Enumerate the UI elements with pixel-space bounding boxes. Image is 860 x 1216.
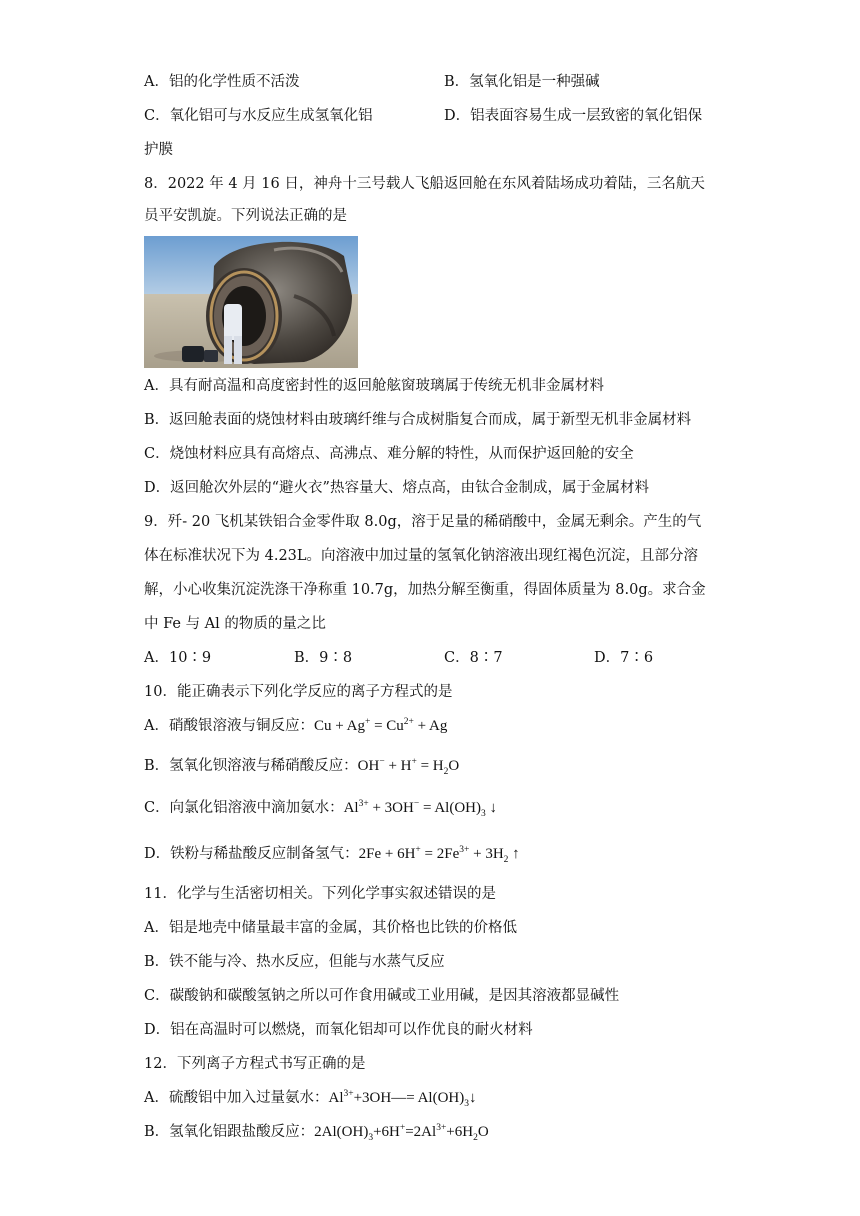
q10-option-a-label: A．硝酸银溶液与铜反应：	[144, 718, 314, 734]
q9-stem-line-3: 解，小心收集沉淀洗涤干净称重 10.7g，加热分解至衡重，得固体质量为 8.0g。求合金	[144, 582, 706, 598]
q11-option-b: B．铁不能与冷、热水反应，但能与水蒸气反应	[144, 954, 445, 970]
q7-option-b: B．氢氧化铝是一种强碱	[444, 74, 600, 90]
q9-stem-line-4: 中 Fe 与 Al 的物质的量之比	[144, 616, 326, 632]
q11-stem: 11．化学与生活密切相关。下列化学事实叙述错误的是	[144, 886, 496, 902]
q12-option-a	[144, 1088, 477, 1108]
q12-option-b-label: B．氢氧化铝跟盐酸反应：	[144, 1124, 315, 1140]
q10-option-b	[144, 756, 459, 776]
q10-option-c	[144, 798, 497, 818]
q8-option-a: A．具有耐高温和高度密封性的返回舱舷窗玻璃属于传统无机非金属材料	[144, 378, 604, 394]
q10-stem: 10．能正确表示下列化学反应的离子方程式的是	[144, 684, 453, 700]
q10-option-c-label: C．向氯化铝溶液中滴加氨水：	[144, 800, 344, 816]
q7-option-c: C．氧化铝可与水反应生成氢氧化铝	[144, 108, 373, 124]
q8-stem-line-2: 员平安凯旋。下列说法正确的是	[144, 208, 347, 224]
q12-option-b	[144, 1122, 489, 1142]
q12-option-b-equation: $2Al(OH)_3+6H^+=2Al^{3+}+6H_2O$	[314, 1123, 489, 1143]
q7-option-a: A．铝的化学性质不活泼	[144, 74, 300, 90]
q12-stem: 12．下列离子方程式书写正确的是	[144, 1056, 366, 1072]
q9-option-b: B．9∶8	[294, 650, 353, 666]
q10-option-a	[144, 716, 447, 736]
q10-option-b-equation: $OH^- + H^+ = H_2O$	[357, 757, 460, 777]
return-capsule-photo	[144, 236, 358, 368]
q10-option-c-equation: $Al^{3+} + 3OH^- = Al(OH)_3$ ↓	[343, 799, 497, 819]
q10-option-a-equation: $Cu + Ag^+ = Cu^{2+} + Ag$	[313, 717, 448, 734]
q12-option-a-equation: $Al^{3+}+3OH—=$ $Al(OH)_3↓$	[328, 1089, 477, 1109]
q12-option-a-label: A．硫酸铝中加入过量氨水：	[144, 1090, 329, 1106]
q11-option-a: A．铝是地壳中储量最丰富的金属，其价格也比铁的价格低	[144, 920, 517, 936]
q9-option-a: A．10∶9	[144, 650, 212, 666]
q8-option-c: C．烧蚀材料应具有高熔点、高沸点、难分解的特性，从而保护返回舱的安全	[144, 446, 634, 462]
q7-option-d: D．铝表面容易生成一层致密的氧化铝保	[444, 108, 703, 124]
q7-option-d-continued: 护膜	[144, 142, 173, 158]
q8-option-d: D．返回舱次外层的“避火衣”热容量大、熔点高，由钛合金制成，属于金属材料	[144, 480, 649, 496]
q11-option-d: D．铝在高温时可以燃烧，而氧化铝却可以作优良的耐火材料	[144, 1022, 533, 1038]
q9-option-d: D．7∶6	[594, 650, 654, 666]
q10-option-d	[144, 844, 520, 864]
q9-stem-line-2: 体在标准状况下为 4.23L。向溶液中加过量的氢氧化钠溶液出现红褐色沉淀，且部分溶	[144, 548, 699, 564]
q10-option-d-label: D．铁粉与稀盐酸反应制备氢气：	[144, 846, 359, 862]
q9-option-c: C．8∶7	[444, 650, 503, 666]
q10-option-d-equation: $2Fe + 6H^+ = 2Fe^{3+} + 3H_2$ ↑	[358, 845, 520, 865]
q8-option-b: B．返回舱表面的烧蚀材料由玻璃纤维与合成树脂复合而成，属于新型无机非金属材料	[144, 412, 692, 428]
q8-stem-line-1: 8．2022 年 4 月 16 日，神舟十三号载人飞船返回舱在东风着陆场成功着陆，三名航天	[144, 176, 705, 192]
q10-option-b-label: B．氢氧化钡溶液与稀硝酸反应：	[144, 758, 358, 774]
q9-stem-line-1: 9．歼- 20 飞机某铁铝合金零件取 8.0g，溶于足量的稀硝酸中，金属无剩余。产生的气	[144, 514, 702, 530]
q11-option-c: C．碳酸钠和碳酸氢钠之所以可作食用碱或工业用碱，是因其溶液都显碱性	[144, 988, 620, 1004]
